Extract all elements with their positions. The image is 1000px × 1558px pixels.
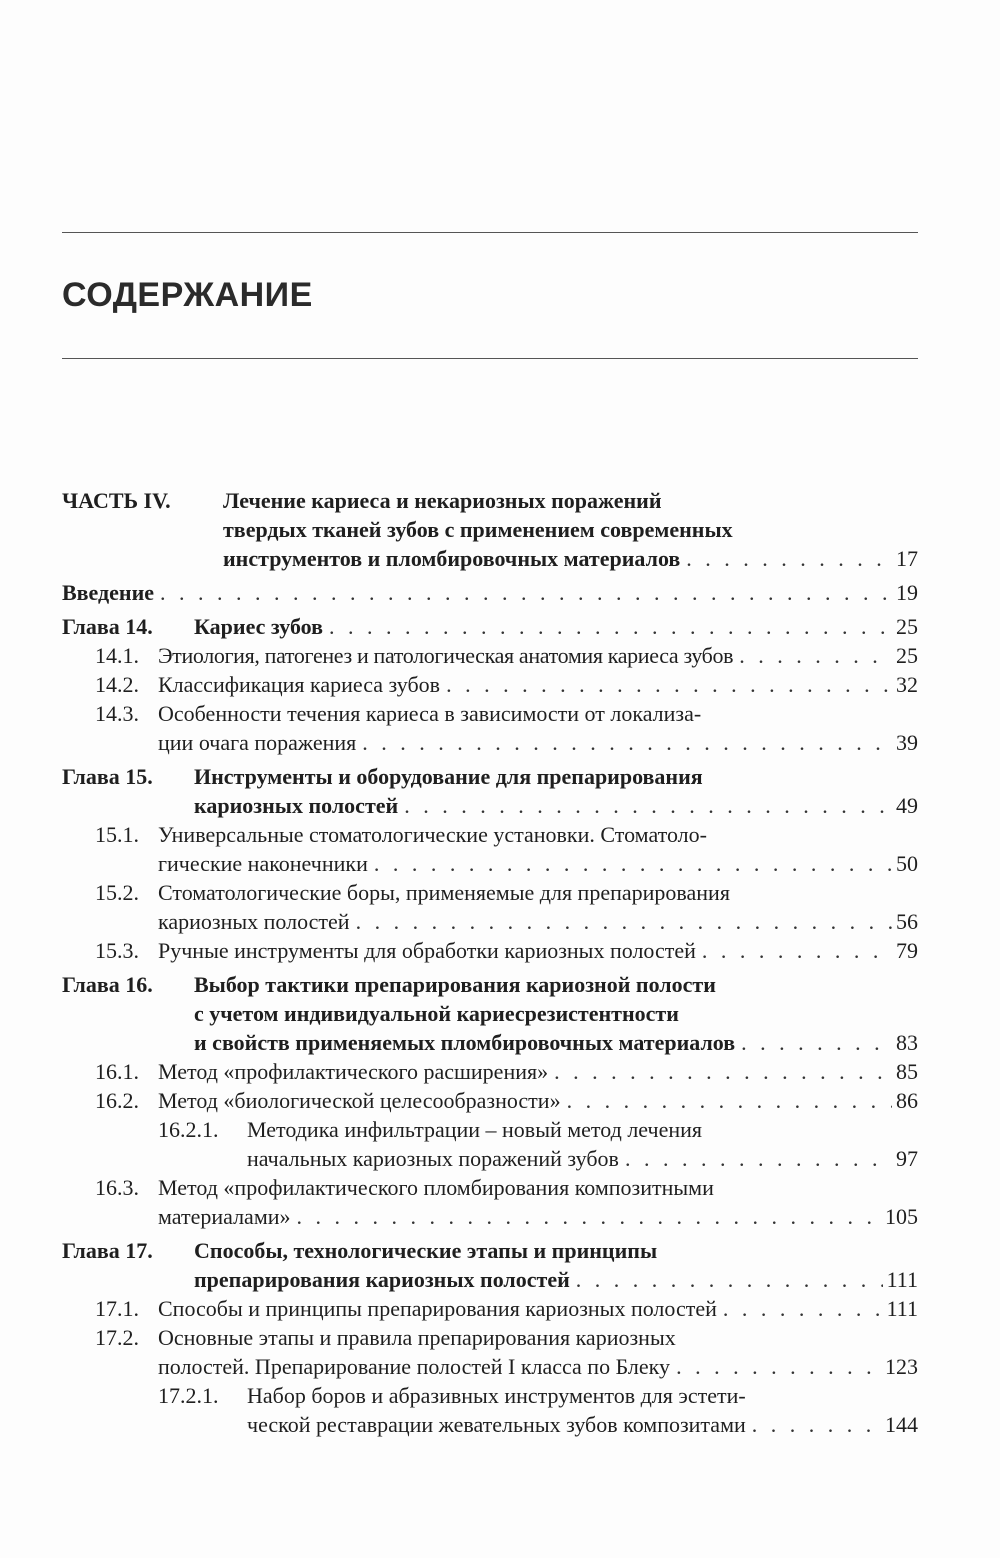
toc-entry-title <box>247 1381 918 1439</box>
toc-chapter-entry[interactable] <box>62 762 918 820</box>
toc-page-number: 97 <box>896 1146 918 1171</box>
toc-title-line <box>158 820 918 849</box>
toc-title-text: Инструменты и оборудование для препарирования <box>194 764 703 789</box>
toc-title-text: Способы, технологические этапы и принципы <box>194 1238 658 1263</box>
toc-section-entry[interactable] <box>62 820 918 878</box>
toc-page-number: 111 <box>886 1267 918 1292</box>
dot-leader <box>446 670 892 699</box>
toc-page-number: 39 <box>896 730 918 755</box>
toc-title-text: Набор боров и абразивных инструментов для эстети- <box>247 1383 746 1408</box>
toc-title-line <box>223 486 918 515</box>
toc-entry-title <box>194 970 918 1057</box>
toc-title-line <box>194 791 918 820</box>
toc-title-text: кариозных полостей <box>158 909 350 934</box>
toc-title-text: Кариес зубов <box>194 614 324 639</box>
toc-entry-number: Глава 14. <box>62 614 153 639</box>
toc-title-line <box>158 878 918 907</box>
toc-title-text: Классификация кариеса зубов <box>158 672 441 697</box>
toc-section-entry[interactable] <box>62 1173 918 1231</box>
toc-entry-title <box>62 578 918 607</box>
toc-title-line <box>158 699 918 728</box>
toc-section-entry[interactable] <box>62 1057 918 1086</box>
toc-title-line <box>158 907 918 936</box>
toc-part-entry[interactable] <box>62 486 918 573</box>
toc-title-line <box>247 1144 918 1173</box>
toc-page-number: 144 <box>885 1412 918 1437</box>
toc-title-text: Метод «профилактического пломбирования композитными <box>158 1175 714 1200</box>
toc-entry-number: 14.3. <box>95 701 139 726</box>
toc-title-line <box>62 578 918 607</box>
toc-entry-title <box>158 878 918 936</box>
toc-page-number: 50 <box>896 851 918 876</box>
toc-title-line <box>194 1236 918 1265</box>
dot-leader <box>567 1086 892 1115</box>
toc-subsubsection-entry[interactable] <box>62 1381 918 1439</box>
toc-title-text: начальных кариозных поражений зубов <box>247 1146 619 1171</box>
toc-title-line <box>158 728 918 757</box>
dot-leader <box>554 1057 892 1086</box>
toc-entry-number: Глава 15. <box>62 764 153 789</box>
toc-entry-title <box>158 936 918 965</box>
toc-entry-title <box>158 699 918 757</box>
toc-entry-title <box>194 612 918 641</box>
toc-title-text: полостей. Препарирование полостей I класса по Блеку <box>158 1354 671 1379</box>
toc-entry-title <box>158 820 918 878</box>
toc-title-text: Введение <box>62 580 155 605</box>
toc-section-entry[interactable] <box>62 936 918 965</box>
toc-page-number: 111 <box>886 1296 918 1321</box>
toc-entry-number: Глава 16. <box>62 972 153 997</box>
toc-title-line <box>194 1265 918 1294</box>
toc-entry-title <box>158 670 918 699</box>
toc-title-line <box>194 970 918 999</box>
toc-page-number: 105 <box>885 1204 918 1229</box>
toc-page-number: 49 <box>896 793 918 818</box>
toc-title-line <box>223 544 918 573</box>
toc-section-entry[interactable] <box>62 1294 918 1323</box>
toc-page-number: 32 <box>896 672 918 697</box>
toc-entry-title <box>158 1057 918 1086</box>
toc-title-text: инструментов и пломбировочных материалов <box>223 546 681 571</box>
toc-entry-number: Глава 17. <box>62 1238 153 1263</box>
toc-title-text: твердых тканей зубов с применением современных <box>223 517 733 542</box>
dot-leader <box>741 1028 892 1057</box>
toc-page-number: 86 <box>896 1088 918 1113</box>
toc-title-text: Стоматологические боры, применяемые для препарирования <box>158 880 730 905</box>
toc-chapter-entry[interactable] <box>62 1236 918 1294</box>
toc-entry-title <box>223 486 918 573</box>
toc-title-line <box>158 1057 918 1086</box>
toc-subsubsection-entry[interactable] <box>62 1115 918 1173</box>
toc-page-number: 85 <box>896 1059 918 1084</box>
toc-section-entry[interactable] <box>62 699 918 757</box>
toc-entry-title <box>247 1115 918 1173</box>
toc-page-number: 123 <box>885 1354 918 1379</box>
toc-entry-number: 16.2.1. <box>158 1117 219 1142</box>
dot-leader <box>356 907 892 936</box>
toc-entry-number: 17.1. <box>95 1296 139 1321</box>
toc-title-text: гические наконечники <box>158 851 368 876</box>
toc-entry-number: 16.2. <box>95 1088 139 1113</box>
toc-title-text: препарирования кариозных полостей <box>194 1267 570 1292</box>
dot-leader <box>625 1144 892 1173</box>
toc-entry-title <box>194 1236 918 1294</box>
dot-leader <box>374 849 892 878</box>
bottom-divider <box>62 358 918 359</box>
dot-leader <box>676 1352 881 1381</box>
toc-title-text: ции очага поражения <box>158 730 357 755</box>
toc-section-entry[interactable] <box>62 1086 918 1115</box>
toc-title-text: Способы и принципы препарирования кариозных полостей <box>158 1296 717 1321</box>
dot-leader <box>686 544 892 573</box>
toc-title-line <box>194 1028 918 1057</box>
dot-leader <box>297 1202 881 1231</box>
toc-title-line <box>158 1173 918 1202</box>
toc-title-line <box>247 1410 918 1439</box>
toc-entry-title <box>158 1323 918 1381</box>
toc-page-number: 17 <box>896 546 918 571</box>
toc-section-entry[interactable] <box>62 1323 918 1381</box>
toc-title-text: Ручные инструменты для обработки кариозных полостей <box>158 938 696 963</box>
toc-page-number: 25 <box>896 614 918 639</box>
dot-leader <box>362 728 892 757</box>
toc-entry-number: 16.3. <box>95 1175 139 1200</box>
dot-leader <box>702 936 892 965</box>
toc-page-number: 83 <box>896 1030 918 1055</box>
toc-section-entry[interactable] <box>62 878 918 936</box>
toc-title-text: Выбор тактики препарирования кариозной полости <box>194 972 716 997</box>
toc-title-text: Универсальные стоматологические установки. Стоматоло- <box>158 822 707 847</box>
toc-intro-entry[interactable] <box>62 578 918 607</box>
toc-title-text: Метод «биологической целесообразности» <box>158 1088 561 1113</box>
toc-entry-number: 14.2. <box>95 672 139 697</box>
toc-entry-number: 15.2. <box>95 880 139 905</box>
toc-title-line <box>158 936 918 965</box>
toc-title-line <box>158 1352 918 1381</box>
toc-title-text: Лечение кариеса и некариозных поражений <box>223 488 662 513</box>
toc-entry-number: ЧАСТЬ IV. <box>62 488 171 513</box>
toc-entry-number: 17.2. <box>95 1325 139 1350</box>
toc-title-text: Особенности течения кариеса в зависимости от локализа- <box>158 701 702 726</box>
dot-leader <box>576 1265 883 1294</box>
dot-leader <box>752 1410 881 1439</box>
dot-leader <box>160 578 892 607</box>
toc-title-line <box>223 515 918 544</box>
toc-section-entry[interactable] <box>62 641 918 670</box>
toc-title-line <box>158 670 918 699</box>
toc-title-line <box>247 1115 918 1144</box>
toc-title-text: Этиология, патогенез и патологическая анатомия кариеса зубов <box>158 643 734 668</box>
toc-title-text: Метод «профилактического расширения» <box>158 1059 549 1084</box>
toc-title-line <box>158 1202 918 1231</box>
dot-leader <box>329 612 892 641</box>
toc-title-line <box>194 762 918 791</box>
toc-title-line <box>194 999 918 1028</box>
toc-chapter-entry[interactable] <box>62 970 918 1057</box>
page-title: СОДЕРЖАНИЕ <box>62 276 313 314</box>
table-of-contents <box>62 481 918 1439</box>
top-divider <box>62 232 918 233</box>
toc-title-text: с учетом индивидуальной кариесрезистентности <box>194 1001 679 1026</box>
toc-entry-title <box>158 1294 918 1323</box>
toc-entry-number: 15.3. <box>95 938 139 963</box>
toc-title-line <box>247 1381 918 1410</box>
toc-title-text: Основные этапы и правила препарирования кариозных <box>158 1325 676 1350</box>
toc-title-line <box>158 849 918 878</box>
toc-title-line <box>158 1294 918 1323</box>
toc-entry-title <box>158 641 918 670</box>
toc-page-number: 25 <box>896 643 918 668</box>
toc-entry-title <box>158 1086 918 1115</box>
toc-entry-title <box>194 762 918 820</box>
toc-title-text: Методика инфильтрации – новый метод лечения <box>247 1117 703 1142</box>
toc-entry-title <box>158 1173 918 1231</box>
dot-leader <box>739 641 892 670</box>
toc-page-number: 79 <box>896 938 918 963</box>
toc-title-text: кариозных полостей <box>194 793 399 818</box>
toc-entry-number: 16.1. <box>95 1059 139 1084</box>
dot-leader <box>404 791 892 820</box>
toc-chapter-entry[interactable] <box>62 612 918 641</box>
toc-page-number: 56 <box>896 909 918 934</box>
toc-title-text: ческой реставрации жевательных зубов композитами <box>247 1412 746 1437</box>
dot-leader <box>723 1294 883 1323</box>
toc-entry-number: 14.1. <box>95 643 139 668</box>
toc-entry-number: 17.2.1. <box>158 1383 219 1408</box>
toc-title-text: и свойств применяемых пломбировочных материалов <box>194 1030 736 1055</box>
toc-title-line <box>158 1323 918 1352</box>
toc-section-entry[interactable] <box>62 670 918 699</box>
toc-page-number: 19 <box>896 580 918 605</box>
toc-title-line <box>158 641 918 670</box>
toc-entry-number: 15.1. <box>95 822 139 847</box>
toc-title-line <box>158 1086 918 1115</box>
toc-title-text: материалами» <box>158 1204 291 1229</box>
toc-title-line <box>194 612 918 641</box>
